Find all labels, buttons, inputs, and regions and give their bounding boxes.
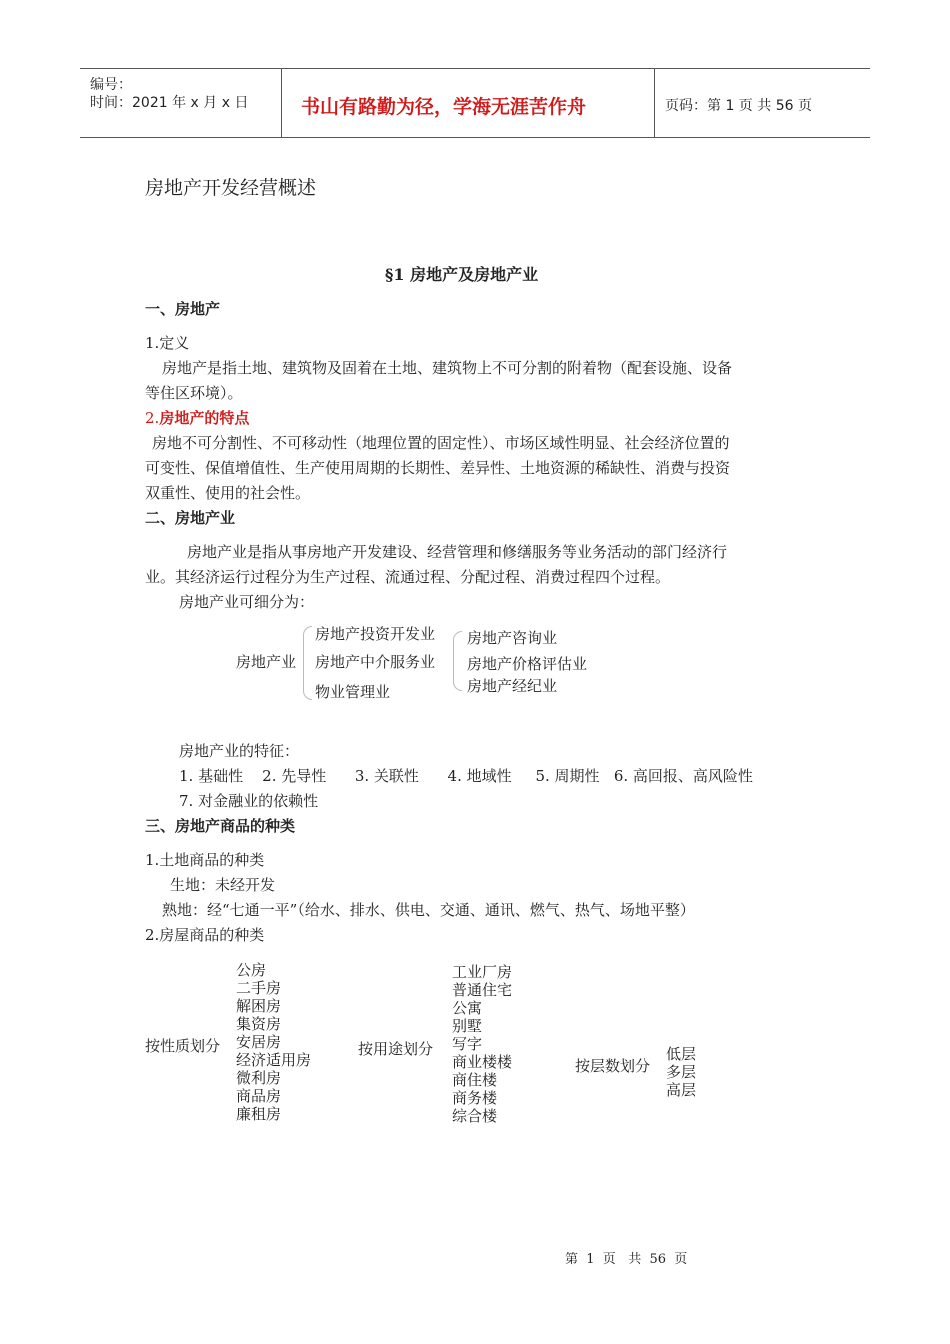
list-item: 商业楼楼 [452, 1053, 513, 1071]
s2-para-line2: 业。其经济运行过程分为生产过程、流通过程、分配过程、消费过程四个过程。 [145, 568, 671, 586]
by-floors-list [666, 1045, 696, 1099]
list-item: 微利房 [236, 1069, 282, 1087]
s2-heading: 二、房地产业 [145, 509, 236, 527]
s1-feat-num: 2. [145, 409, 160, 427]
time-label: 时间：2021 年 x 月 x 日 [90, 95, 249, 111]
by-nature-label: 按性质划分 [145, 1037, 221, 1055]
list-item: 普通住宅 [452, 981, 513, 999]
tree-root: 房地产业 [236, 653, 297, 671]
doc-title: 房地产开发经营概述 [145, 177, 317, 199]
s3-house-label: 2.房屋商品的种类 [145, 926, 265, 944]
s1-def-label: 1.定义 [145, 334, 190, 352]
s1-feat-line1: 房地不可分割性、不可移动性（地理位置的固定性）、市场区域性明显、社会经济位置的 [152, 434, 730, 452]
list-item: 综合楼 [452, 1107, 498, 1125]
s2-subdiv-intro: 房地产业可细分为： [179, 593, 315, 611]
s1-feat-line3: 双重性、使用的社会性。 [145, 484, 311, 502]
tree-level1-item: 房地产中介服务业 [315, 653, 436, 671]
s3-mature-land: 熟地：经“七通一平”（给水、排水、供电、交通、通讯、燃气、热气、场地平整） [162, 901, 695, 919]
list-item: 经济适用房 [236, 1051, 312, 1069]
tree-brace-1 [303, 626, 312, 700]
tree-level1-item: 物业管理业 [315, 683, 391, 701]
list-item: 解困房 [236, 997, 282, 1015]
tree-level2-item: 房地产价格评估业 [467, 655, 588, 673]
s3-land-label: 1.土地商品的种类 [145, 851, 265, 869]
by-nature-list [236, 961, 311, 1123]
tree-level2-item: 房地产咨询业 [467, 629, 558, 647]
by-use-label: 按用途划分 [358, 1040, 434, 1058]
s1-def-line2: 等住区环境）。 [145, 384, 243, 402]
tree-brace-2 [453, 631, 462, 691]
list-item: 高层 [666, 1081, 697, 1099]
s1-feat-line2: 可变性、保值增值性、生产使用周期的长期性、差异性、土地资源的稀缺性、消费与投资 [145, 459, 731, 477]
s2-para-line1: 房地产业是指从事房地产开发建设、经营管理和修缮服务等业务活动的部门经济行 [187, 543, 728, 561]
header-table [80, 68, 870, 138]
s2-char-line2: 7. 对金融业的依赖性 [179, 792, 319, 810]
header-page-cell [655, 69, 870, 137]
header-left-cell [80, 69, 280, 137]
s3-raw-land: 生地：未经开发 [170, 876, 276, 894]
number-label: 编号： [90, 77, 132, 93]
list-item: 低层 [666, 1045, 697, 1063]
list-item: 别墅 [452, 1017, 483, 1035]
list-item: 多层 [666, 1063, 697, 1081]
tree-level1-item: 房地产投资开发业 [315, 625, 436, 643]
by-floors-label: 按层数划分 [575, 1057, 651, 1075]
list-item: 公寓 [452, 999, 483, 1017]
s1-def-line1: 房地产是指土地、建筑物及固着在土地、建筑物上不可分割的附着物（配套设施、设备 [162, 359, 733, 377]
header-page-label: 页码：第 1 页 共 56 页 [665, 98, 812, 114]
s2-char-line1: 1. 基础性 2. 先导性 3. 关联性 4. 地域性 5. 周期性 6. 高回报、高风险性 [179, 767, 753, 785]
s1-heading: 一、房地产 [145, 300, 221, 318]
list-item: 商住楼 [452, 1071, 498, 1089]
header-motto-cell [282, 69, 654, 137]
list-item: 安居房 [236, 1033, 282, 1051]
list-item: 集资房 [236, 1015, 282, 1033]
motto: 书山有路勤为径，学海无涯苦作舟 [301, 96, 587, 118]
s1-feat-heading [145, 407, 249, 428]
list-item: 商品房 [236, 1087, 282, 1105]
tree-level2-item: 房地产经纪业 [467, 677, 558, 695]
s3-heading: 三、房地产商品的种类 [145, 817, 296, 835]
section-title: §1 房地产及房地产业 [385, 265, 539, 284]
list-item: 廉租房 [236, 1105, 282, 1123]
list-item: 写字 [452, 1035, 483, 1053]
list-item: 公房 [236, 961, 267, 979]
by-use-list [452, 963, 512, 1125]
footer-page-number: 第 1 页 共 56 页 [565, 1252, 688, 1267]
list-item: 工业厂房 [452, 963, 513, 981]
s2-char-intro: 房地产业的特征： [179, 742, 300, 760]
list-item: 商务楼 [452, 1089, 498, 1107]
list-item: 二手房 [236, 979, 282, 997]
s1-feat-label: 房地产的特点 [159, 409, 250, 427]
